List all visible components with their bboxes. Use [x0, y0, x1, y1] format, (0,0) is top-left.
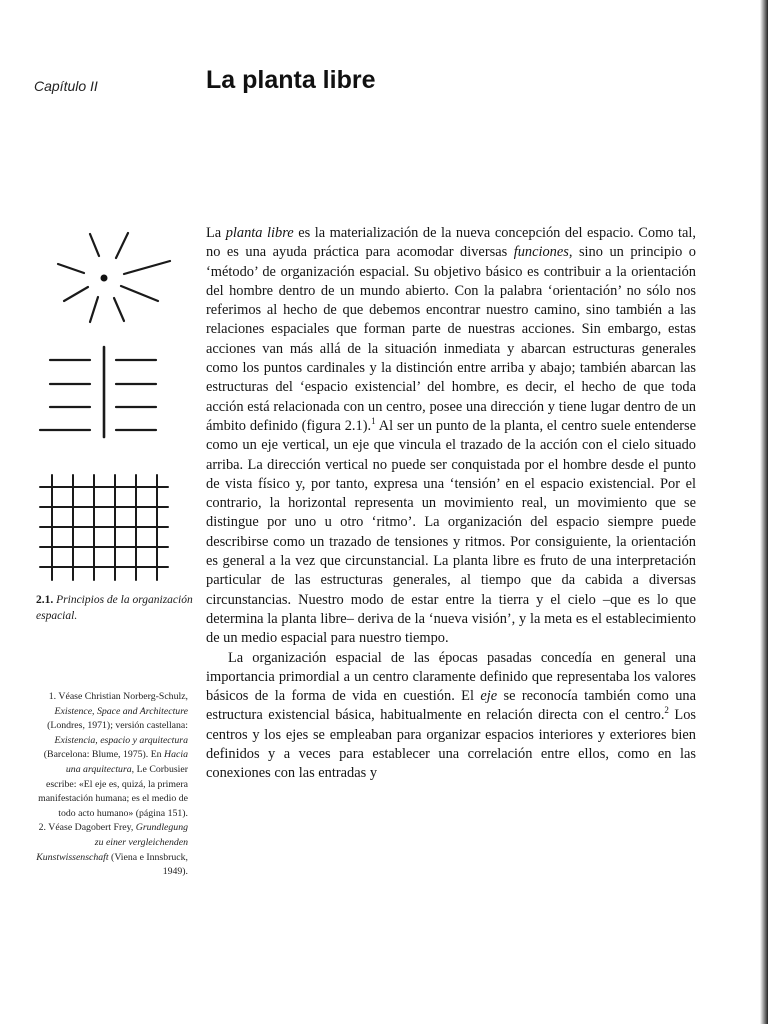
ray-stroke: [116, 233, 128, 258]
footnote-ref-2[interactable]: 2: [664, 705, 669, 716]
ray-stroke: [58, 264, 84, 273]
figure-number: 2.1.: [36, 594, 54, 606]
figure-caption: [36, 592, 196, 624]
page-edge-shadow: [760, 0, 768, 1024]
ray-stroke: [121, 286, 158, 301]
figure-caption-text: Principios de la organización espacial.: [36, 594, 193, 622]
body-text: [206, 224, 696, 784]
page-title: La planta libre: [206, 66, 376, 94]
footnote-ref-1[interactable]: 1: [371, 416, 376, 427]
paragraph-1: La planta libre es la materialización de la nueva concepción del espacio. Como tal, no es una ayuda práctica para acomodar diversas funciones, sino un principio o ‘método’ de organización espacial. Su objetivo básico es contribuir a la orientación del hombre dentro de un mundo abierto. Con la palabra ‘orientación’ no sólo nos referimos al hecho de que debemos encontrar nuestro camino, sino también a las relaciones espaciales que forman parte de nuestras acciones. Sin embargo, estas acciones van más allá de la situación inmediata y abarcan estructuras generales como los puntos cardinales y la distinción entre arriba y abajo; también abarcan las estructuras del ‘espacio existencial’ del hombre, es decir, el hecho de que toda acción está relacionada con un centro, posee una dirección y tiene lugar dentro de un ámbito definido (figura 2.1).$^1$ Al ser un punto de la planta, el centro suele entenderse como un eje vertical, un eje que vincula el trazado de la acción con el cielo situado arriba. La dirección vertical no puede ser conquistada por el hombre desde el punto de vista físico y, por tanto, expresa una ‘tensión’ en el espacio existencial. Por el contrario, la horizontal representa un movimiento real, un movimiento que se distingue por uno u otro ‘ritmo’. La organización del espacio siempre puede describirse como un trazado de tensiones y ritmos. Por consiguiente, la orientación es general a la vez que circunstancial. La planta libre es fruto de una interpretación particular de las estructuras generales, al tiempo que da cabida a diversas circunstancias. Nuestro modo de estar entre la tierra y el cielo –que es lo que determina la planta libre– deriva de la ‘nueva visión’, y la meta es el establecimiento de un medio espacial para nuestro tiempo.: [206, 225, 696, 647]
footnote-1: 1. Véase Christian Norberg-Schulz, Existence, Space and Architecture (Londres, 1971); versión castellana: Existencia, espacio y arquitectura (Barcelona: Blume, 1975). En Hacia una arquitectura, Le Corbusier escribe: «El eje es, quizá, la primera manifestación humana; es el medio de todo acto humano» (página 151).: [38, 691, 188, 819]
centre-dot: [101, 275, 108, 282]
ray-stroke: [114, 298, 124, 321]
footnote-2: 2. Véase Dagobert Frey, Grundlegung zu einer vergleichenden Kunstwissenschaft (Viena e Innsbruck, 1949).: [36, 822, 188, 878]
figure-diagrams: [36, 225, 186, 595]
ray-stroke: [124, 261, 170, 274]
footnotes: [36, 690, 188, 880]
diagram-grid: [40, 475, 168, 580]
ray-stroke: [90, 234, 99, 256]
diagram-centre: [58, 233, 170, 322]
paragraph-2: La organización espacial de las épocas pasadas concedía en general una importancia primordial a un centro claramente definido que representaba los valores básicos de la forma de vida en cuestión. El eje se reconocía también como una estructura existencial básica, habitualmente en relación directa con el centro.$^2$ Los centros y los ejes se empleaban para organizar espacios interiores y exteriores bien definidos y a veces para establecer una correlación entre ellos, como en las conexiones con las entradas y: [206, 649, 696, 782]
figure-spatial-principles: [36, 225, 186, 595]
diagram-axis: [40, 347, 156, 437]
ray-stroke: [64, 287, 88, 301]
ray-stroke: [90, 297, 98, 322]
chapter-label: Capítulo II: [34, 78, 98, 94]
